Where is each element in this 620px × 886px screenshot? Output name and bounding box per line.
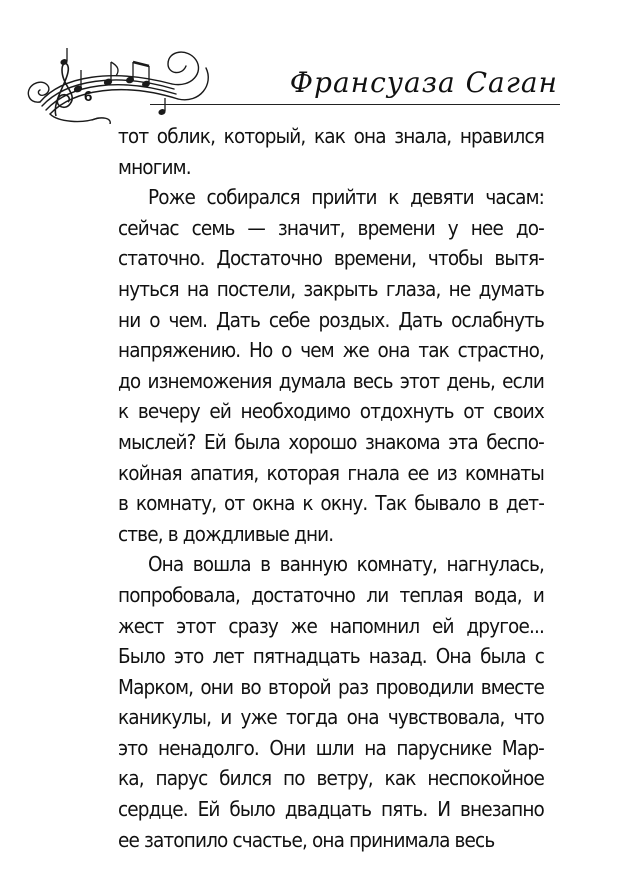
text-line: многим. bbox=[118, 154, 191, 179]
text-line: статочно. Достаточно времени, чтобы вытя- bbox=[118, 246, 544, 271]
music-ornament bbox=[22, 32, 212, 124]
text-line: в комнату, от окна к окну. Так бывало в дет- bbox=[118, 491, 544, 516]
text-line: койная апатия, которая гнала ее из комнаты bbox=[118, 460, 544, 485]
text-line: стве, в дождливые дни. bbox=[118, 521, 334, 546]
text-line: это ненадолго. Они шли на паруснике Мар- bbox=[118, 735, 544, 760]
text-line: Марком, они во второй раз проводили вместе bbox=[118, 674, 544, 699]
header-rule bbox=[150, 104, 560, 105]
text-line: к вечеру ей необходимо отдохнуть от своих bbox=[118, 399, 544, 424]
text-line: попробовала, достаточно ли теплая вода, и bbox=[118, 582, 544, 607]
text-line: тот облик, который, как она знала, нравился bbox=[118, 124, 544, 148]
page-number: 6 bbox=[84, 88, 93, 105]
text-line: ка, парус бился по ветру, как неспокойное bbox=[118, 766, 544, 791]
text-line: Она вошла в ванную комнату, нагнулась, bbox=[148, 552, 544, 577]
author-name: Франсуаза Саган bbox=[289, 66, 558, 99]
text-line: жест этот сразу же напомнил ей другое... bbox=[118, 613, 544, 638]
text-line: ни о чем. Дать себе роздых. Дать ослабнуть bbox=[118, 307, 544, 332]
text-line: каникулы, и уже тогда она чувствовала, что bbox=[118, 705, 544, 730]
text-line: нуться на постели, закрыть глаза, не думать bbox=[118, 276, 544, 301]
text-line: до изнеможения думала весь этот день, если bbox=[118, 368, 544, 393]
text-line: Роже собирался прийти к девяти часам: bbox=[148, 185, 544, 210]
text-line: мыслей? Ей была хорошо знакома эта беспо- bbox=[118, 429, 544, 454]
text-line: Было это лет пятнадцать назад. Она была с bbox=[118, 644, 544, 669]
body-text bbox=[118, 121, 544, 855]
text-line: сейчас семь — значит, времени у нее до- bbox=[118, 215, 544, 240]
text-line: ее затопило счастье, она принимала весь bbox=[118, 827, 495, 852]
text-line: напряжению. Но о чем же она так страстно, bbox=[118, 338, 544, 363]
text-line: сердце. Ей было двадцать пять. И внезапно bbox=[118, 797, 544, 822]
